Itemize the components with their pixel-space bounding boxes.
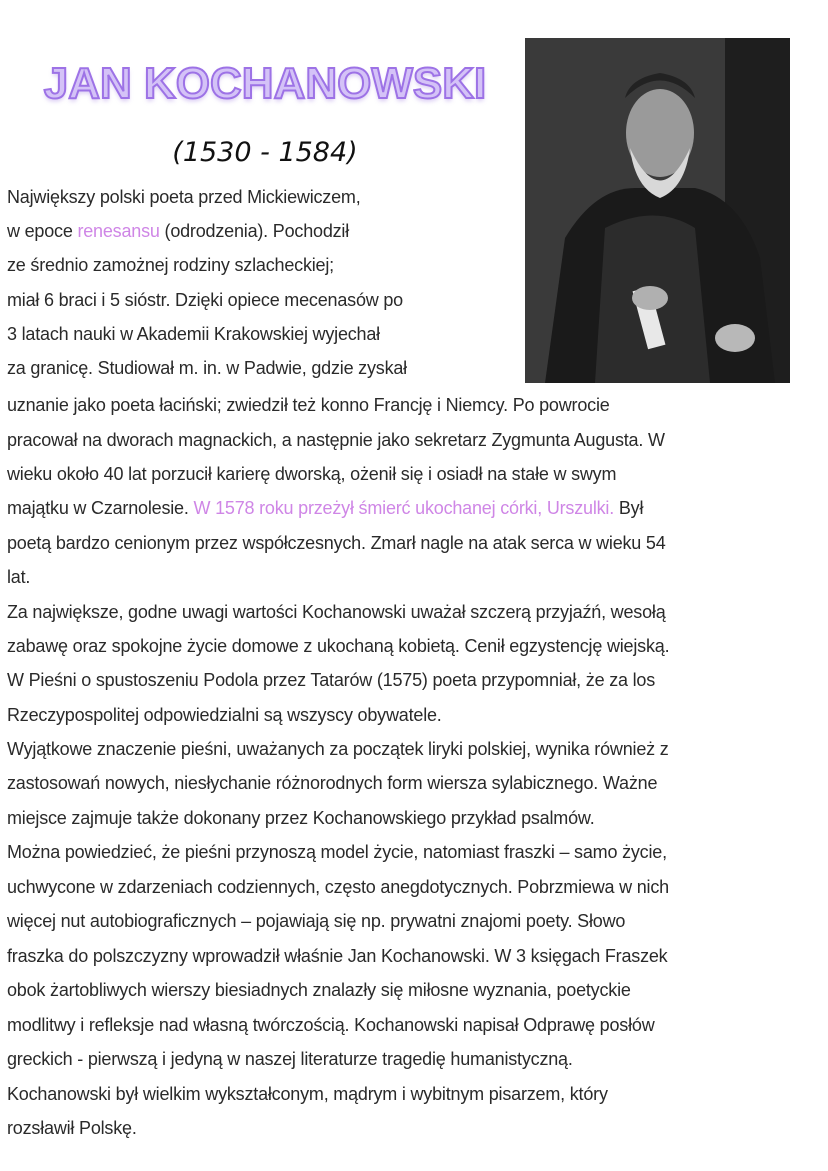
highlighted-text: renesansu [77,221,160,241]
text-segment: Był [614,498,644,518]
text-segment: Rzeczypospolitej odpowiedzialni są wszyscy obywatele. [7,705,442,725]
text-segment: zastosowań nowych, niesłychanie różnorodnych form wiersza sylabicznego. Ważne [7,773,658,793]
text-line [7,565,30,589]
text-line [7,771,657,795]
text-line [7,288,403,312]
life-dates: (1530 - 1584) [172,137,358,168]
text-line [7,462,616,486]
text-line [7,496,643,520]
text-line [7,356,407,380]
text-line [7,1116,137,1140]
text-segment: w epoce [7,221,78,241]
text-line [7,1047,573,1071]
text-segment: za granicę. Studiował m. in. w Padwie, gdzie zyskał [7,358,407,378]
text-segment: miejsce zajmuje także dokonany przez Kochanowskiego przykład psalmów. [7,808,595,828]
text-line [7,185,361,209]
text-segment: pracował na dworach magnackich, a następnie jako sekretarz Zygmunta Augusta. W [7,430,665,450]
text-segment: ze średnio zamożnej rodziny szlacheckiej; [7,255,334,275]
text-segment: W Pieśni o spustoszeniu Podola przez Tatarów (1575) poeta przypomniał, że za los [7,670,656,690]
text-line [7,1082,608,1106]
text-segment: Za największe, godne uwagi wartości Kochanowski uważał szczerą przyjaźń, wesołą [7,602,666,622]
text-segment: zabawę oraz spokojne życie domowe z ukochaną kobietą. Cenił egzystencję wiejską. [7,636,670,656]
text-segment: lat. [7,567,31,587]
text-segment: majątku w Czarnolesie. [7,498,194,518]
text-segment: 3 latach nauki w Akademii Krakowskiej wyjechał [7,324,380,344]
text-line [7,531,666,555]
text-segment: fraszka do polszczyzny wprowadził właśnie Jan Kochanowski. W 3 księgach Fraszek [7,946,668,966]
text-line [7,428,665,452]
text-line [7,806,595,830]
text-segment: modlitwy i refleksje nad własną twórczością. Kochanowski napisał Odprawę posłów [7,1015,655,1035]
text-segment: (odrodzenia). Pochodził [159,221,350,241]
text-line [7,668,655,692]
text-segment: wieku około 40 lat porzucił karierę dworską, ożenił się i osiadł na stałe w swym [7,464,617,484]
text-line [7,1013,655,1037]
text-segment: Wyjątkowe znaczenie pieśni, uważanych za początek liryki polskiej, wynika również z [7,739,669,759]
text-line [7,737,669,761]
text-segment: Największy polski poeta przed Mickiewiczem, [7,187,361,207]
highlighted-text: W 1578 roku przeżył śmierć ukochanej córki, Urszulki. [193,498,615,518]
text-line [7,634,669,658]
text-segment: uchwycone w zdarzeniach codziennych, często anegdotycznych. Pobrzmiewa w nich [7,877,669,897]
page-title: JAN KOCHANOWSKI [43,59,487,108]
portrait-image [525,38,790,383]
text-segment: Kochanowski był wielkim wykształconym, mądrym i wybitnym pisarzem, który [7,1084,608,1104]
text-line [7,393,610,417]
text-segment: miał 6 braci i 5 sióstr. Dzięki opiece mecenasów po [7,290,403,310]
text-line [7,944,667,968]
text-line [7,909,625,933]
text-line [7,703,442,727]
text-segment: poetą bardzo cenionym przez współczesnych. Zmarł nagle na atak serca w wieku 54 [7,533,666,553]
text-segment: uznanie jako poeta łaciński; zwiedził też konno Francję i Niemcy. Po powrocie [7,395,610,415]
portrait-illustration [525,38,790,383]
text-line [7,253,334,277]
text-segment: greckich - pierwszą i jedyną w naszej literaturze tragedię humanistyczną. [7,1049,573,1069]
text-segment: rozsławił Polskę. [7,1118,137,1138]
text-segment: obok żartobliwych wierszy biesiadnych znalazły się miłosne wyznania, poetyckie [7,980,631,1000]
text-line [7,978,631,1002]
text-segment: więcej nut autobiograficznych – pojawiają się np. prywatni znajomi poety. Słowo [7,911,626,931]
text-line [7,840,667,864]
text-segment: Można powiedzieć, że pieśni przynoszą model życie, natomiast fraszki – samo życie, [7,842,667,862]
text-line [7,600,666,624]
text-line [7,322,380,346]
text-line [7,219,349,243]
text-line [7,875,669,899]
